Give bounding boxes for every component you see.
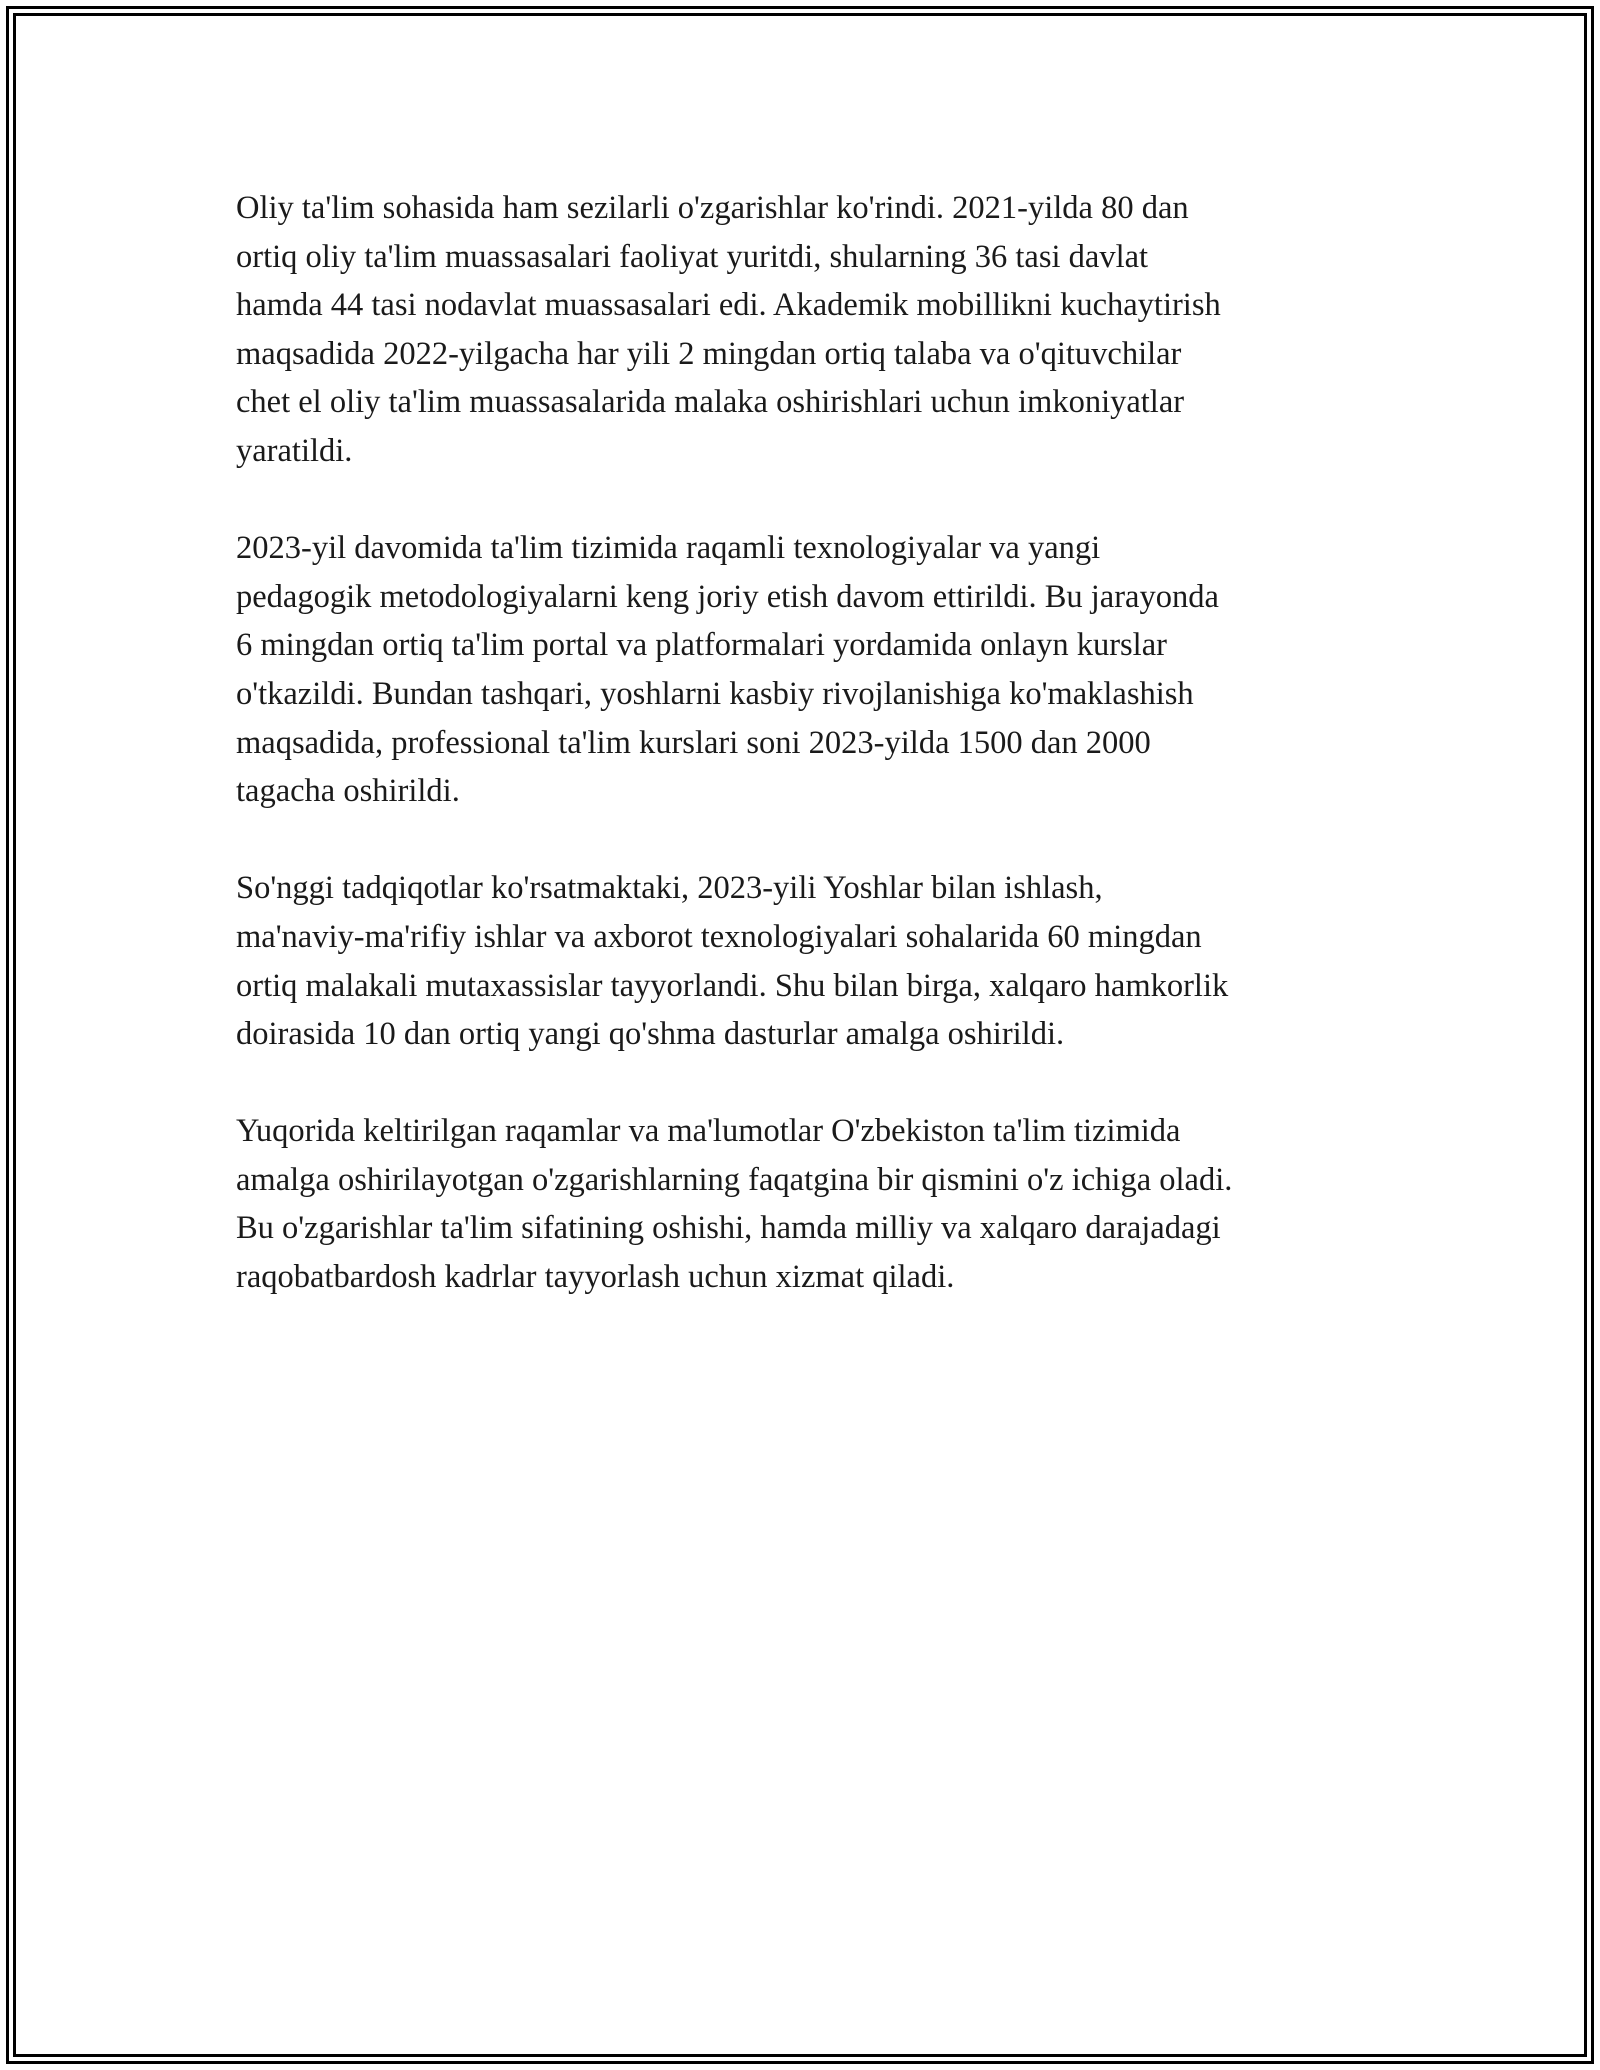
paragraph-digital-technologies: 2023-yil davomida ta'lim tizimida raqamli texnologiyalar va yangi pedagogik metodologiyalarni keng joriy etish davom ettirildi. Bu jarayonda 6 mingdan ortiq ta'lim portal va platformalari yordamida onlayn kurslar o'tkazildi. Bundan tashqari, yoshlarni kasbiy rivojlanishiga ko'maklashish maqsadida, professional ta'lim kurslari soni 2023-yilda 1500 dan 2000 tagacha oshirildi. xyxy=(236,530,1219,810)
paragraph-recent-research: So'nggi tadqiqotlar ko'rsatmaktaki, 2023-yili Yoshlar bilan ishlash, ma'naviy-ma'rifiy ishlar va axborot texnologiyalari sohalarida 60 mingdan ortiq malakali mutaxassislar tayyorlandi. Shu bilan birga, xalqaro hamkorlik doirasida 10 dan ortiq yangi qo'shma dasturlar amalga oshirildi. xyxy=(236,870,1229,1053)
paragraph-conclusion: Yuqorida keltirilgan raqamlar va ma'lumotlar O'zbekiston ta'lim tizimida amalga oshirilayotgan o'zgarishlarning faqatgina bir qismini o'z ichiga oladi. Bu o'zgarishlar ta'lim sifatining oshishi, hamda milliy va xalqaro darajadagi raqobatbardosh kadrlar tayyorlash uchun xizmat qiladi. xyxy=(236,1113,1233,1296)
document-body xyxy=(236,184,1366,1350)
paragraph-higher-education: Oliy ta'lim sohasida ham sezilarli o'zgarishlar ko'rindi. 2021-yilda 80 dan ortiq oliy ta'lim muassasalari faoliyat yuritdi, shularning 36 tasi davlat hamda 44 tasi nodavlat muassasalari edi. Akademik mobillikni kuchaytirish maqsadida 2022-yilgacha har yili 2 mingdan ortiq talaba va o'qituvchilar chet el oliy ta'lim muassasalarida malaka oshirishlari uchun imkoniyatlar yaratildi. xyxy=(236,190,1221,469)
